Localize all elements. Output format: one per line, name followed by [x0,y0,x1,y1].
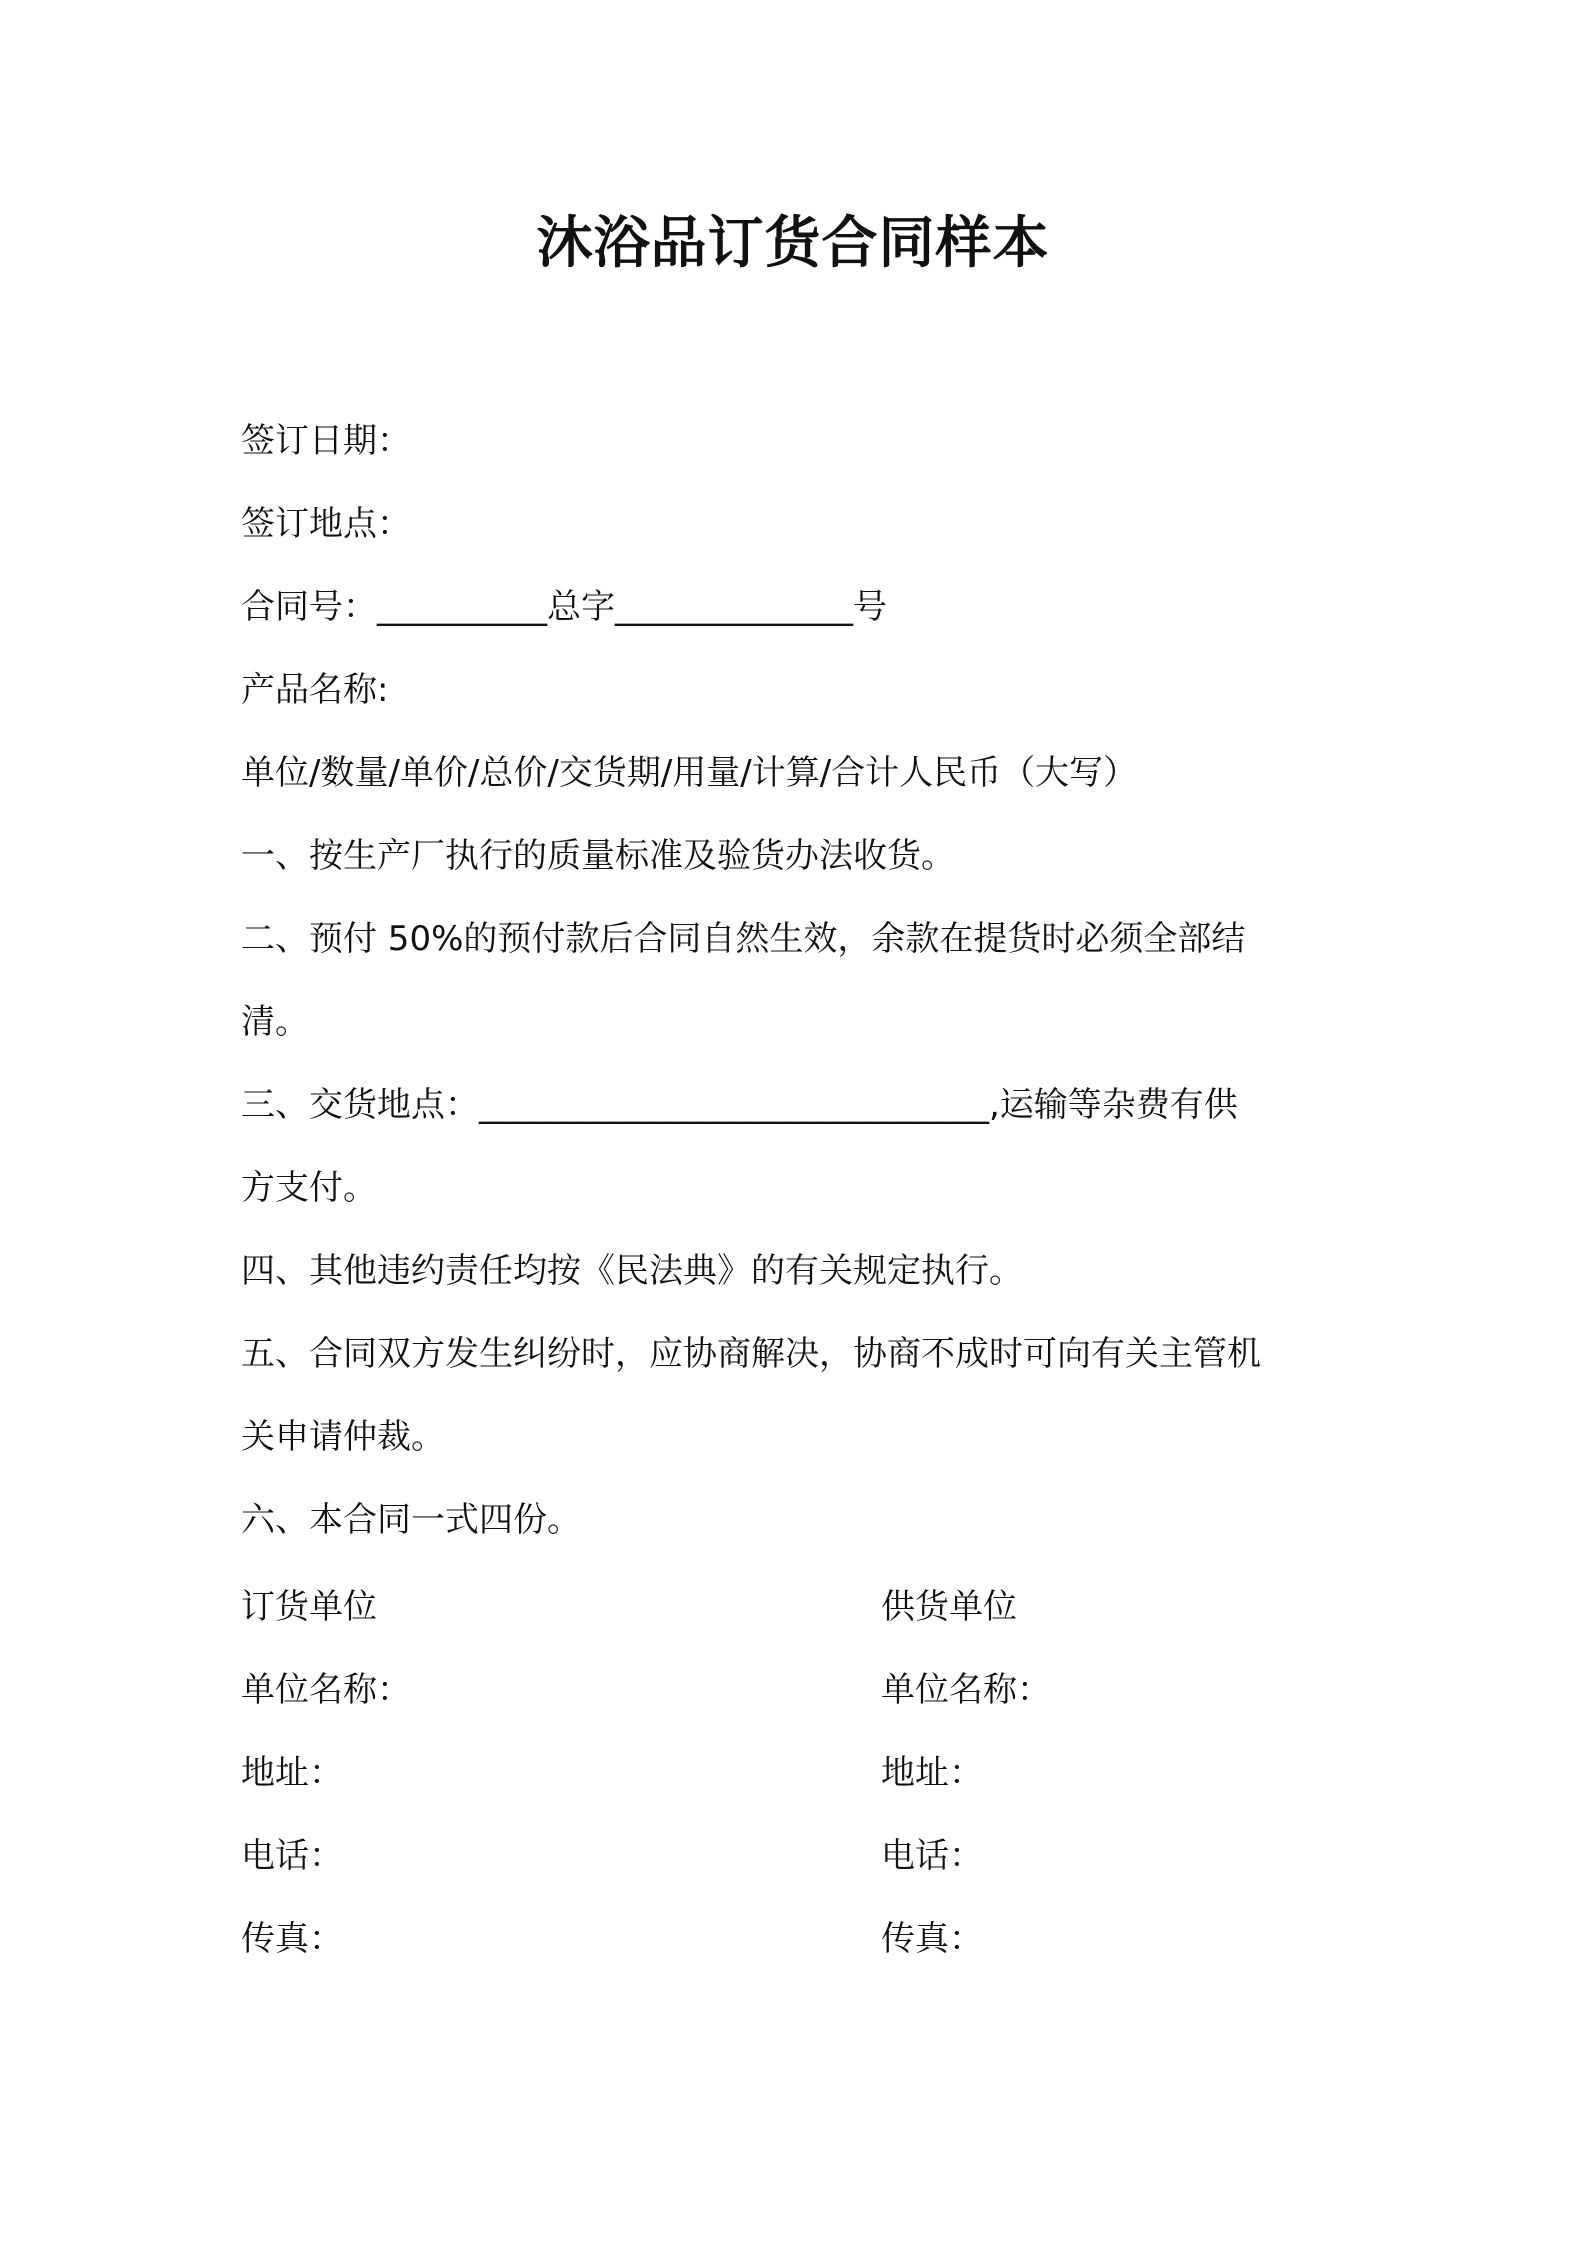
signature-row [241,1732,1361,1815]
document-title: 沐浴品订货合同样本 [536,211,1050,276]
signature-row [241,1566,1361,1649]
product-name-line: 产品名称: [241,670,389,710]
clause-4: 四、其他违约责任均按《民法典》的有关规定执行。 [241,1251,1023,1291]
supplier-address-label: 地址： [881,1753,983,1793]
unit-quantity-line: 单位/数量/单价/总价/交货期/用量/计算/合计人民币（大写） [241,753,1138,793]
clause-5-continued: 关申请仲裁。 [241,1417,445,1457]
clause-6: 六、本合同一式四份。 [241,1500,581,1540]
signature-row [241,1649,1361,1732]
buyer-heading: 订货单位 [241,1587,377,1627]
contract-body [241,400,1361,1562]
buyer-phone-label: 电话： [241,1836,343,1876]
supplier-unit-name-label: 单位名称： [881,1670,1051,1710]
signature-row [241,1815,1361,1898]
signature-block [241,1566,1361,1981]
supplier-heading: 供货单位 [881,1587,1017,1627]
signature-row [241,1898,1361,1981]
supplier-fax-label: 传真： [881,1919,983,1959]
signing-place-line: 签订地点： [241,504,411,544]
clause-5: 五、合同双方发生纠纷时，应协商解决，协商不成时可向有关主管机 [241,1334,1261,1374]
clause-3: 三、交货地点：______________________________,运输等杂费有供 [241,1085,1238,1125]
clause-2: 二、预付 50%的预付款后合同自然生效，余款在提货时必须全部结 [241,919,1246,959]
buyer-fax-label: 传真： [241,1919,343,1959]
signing-date-line: 签订日期： [241,421,411,461]
buyer-unit-name-label: 单位名称： [241,1670,411,1710]
clause-3-continued: 方支付。 [241,1168,377,1208]
supplier-phone-label: 电话： [881,1836,983,1876]
contract-number-line: 合同号：__________总字______________号 [241,587,887,627]
clause-2-continued: 清。 [241,1002,309,1042]
clause-1: 一、按生产厂执行的质量标准及验货办法收货。 [241,836,955,876]
buyer-address-label: 地址： [241,1753,343,1793]
